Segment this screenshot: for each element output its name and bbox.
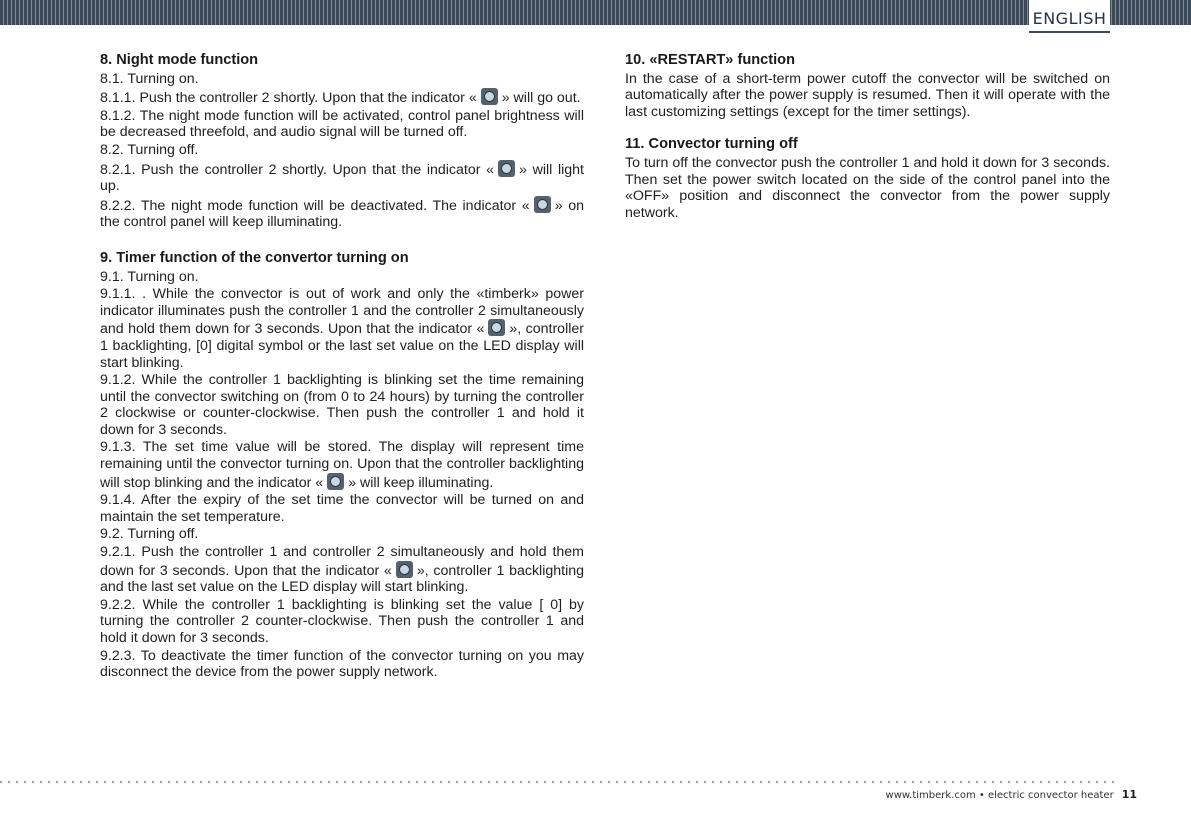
text: 9.1.1. . While the convector is out of work and only the «timberk» power indicator illuminates push the controller 1 and the controller 2 simultaneously and hold them down for 3 seconds. Upon that the indicator « <box>100 286 584 338</box>
page-number: 11 <box>1121 788 1137 801</box>
left-column <box>100 52 584 682</box>
para-10: In the case of a short-term power cutoff the convector will be switched on automatically after the power supply is resumed. Then it will operate with the last customizing settings (except for the timer settings). <box>625 70 1110 120</box>
night-mode-indicator-icon <box>534 196 551 213</box>
text: » will keep illuminating. <box>348 474 494 491</box>
section-10-title: 10. «RESTART» function <box>625 52 796 68</box>
para-8-2: 8.2. Turning off. <box>100 141 199 158</box>
para-9-2-2: 9.2.2. While the controller 1 backlighting is blinking set the value [ 0] by turning the controller 2 counter-clockwise. Then push the controller 1 and hold it down for 3 seconds. <box>100 596 584 646</box>
para-8-2-2 <box>100 196 584 231</box>
text: 8.2.1. Push the controller 2 shortly. Upon that the indicator « <box>100 161 495 178</box>
text: 9.2.1. Push the controller 1 and controller 2 simultaneously and hold them down for 3 seconds. Upon that the indicator « <box>100 544 584 579</box>
para-8-2-1 <box>100 160 584 195</box>
para-9-1: 9.1. Turning on. <box>100 268 199 285</box>
para-9-2: 9.2. Turning off. <box>100 526 199 543</box>
text: », controller 1 backlighting and the last set value on the LED display will start blinking. <box>100 562 584 596</box>
para-8-1-1 <box>100 88 584 107</box>
para-9-2-1 <box>100 544 584 596</box>
para-9-1-2: 9.1.2. While the controller 1 backlighting is blinking set the time remaining until the convector switching on (from 0 to 24 hours) by turning the controller 2 clockwise or counter-clockwise. Then push the controller 1 and hold it down for 3 seconds. <box>100 372 584 438</box>
para-8-1-2: 8.1.2. The night mode function will be activated, control panel brightness will be decreased threefold, and audio signal will be turned off. <box>100 107 584 141</box>
para-9-2-3: 9.2.3. To deactivate the timer function of the convector turning on you may disconnect the device from the power supply network. <box>100 647 584 681</box>
para-9-1-4: 9.1.4. After the expiry of the set time the convector will be turned on and maintain the set temperature. <box>100 492 584 525</box>
text: 8.2.2. The night mode function will be deactivated. The indicator « <box>100 197 530 214</box>
night-mode-indicator-icon <box>498 160 515 177</box>
text: » on the control panel will keep illuminating. <box>100 197 584 231</box>
section-8-title: 8. Night mode function <box>100 52 259 68</box>
text: », controller 1 backlighting, [0] digital symbol or the last set value on the LED display will start blinking. <box>100 321 584 371</box>
para-9-1-3 <box>100 439 584 491</box>
text: 9.1.3. The set time value will be stored. The display will represent time remaining until the convector turning on. Upon that the controller backlighting will stop blinking and the indicator « <box>100 439 584 491</box>
timer-indicator-icon <box>396 561 413 578</box>
footer-dotted-rule <box>0 781 1120 783</box>
section-11-title: 11. Convector turning off <box>625 136 798 153</box>
section-9-title: 9. Timer function of the convertor turning on <box>100 249 409 266</box>
right-column <box>625 52 1110 222</box>
text: » will go out. <box>501 90 581 107</box>
text: » will light up. <box>100 161 584 195</box>
para-8-1: 8.1. Turning on. <box>100 70 199 87</box>
header-stripes <box>0 0 1191 25</box>
header-bar <box>0 0 1191 25</box>
page-footer <box>886 788 1137 801</box>
footer-site-text: www.timberk.com • electric convector heater <box>885 790 1114 801</box>
para-9-1-1 <box>100 286 584 371</box>
para-11: To turn off the convector push the controller 1 and hold it down for 3 seconds. Then set the power switch located on the side of the control panel into the «OFF» position and disconnect the convector from the power supply network. <box>625 154 1110 221</box>
timer-indicator-icon <box>488 319 505 336</box>
text: 8.1.1. Push the controller 2 shortly. Upon that the indicator « <box>100 90 477 107</box>
timer-indicator-icon <box>327 473 344 490</box>
language-label: ENGLISH <box>1029 0 1110 33</box>
night-mode-indicator-icon <box>481 88 498 105</box>
